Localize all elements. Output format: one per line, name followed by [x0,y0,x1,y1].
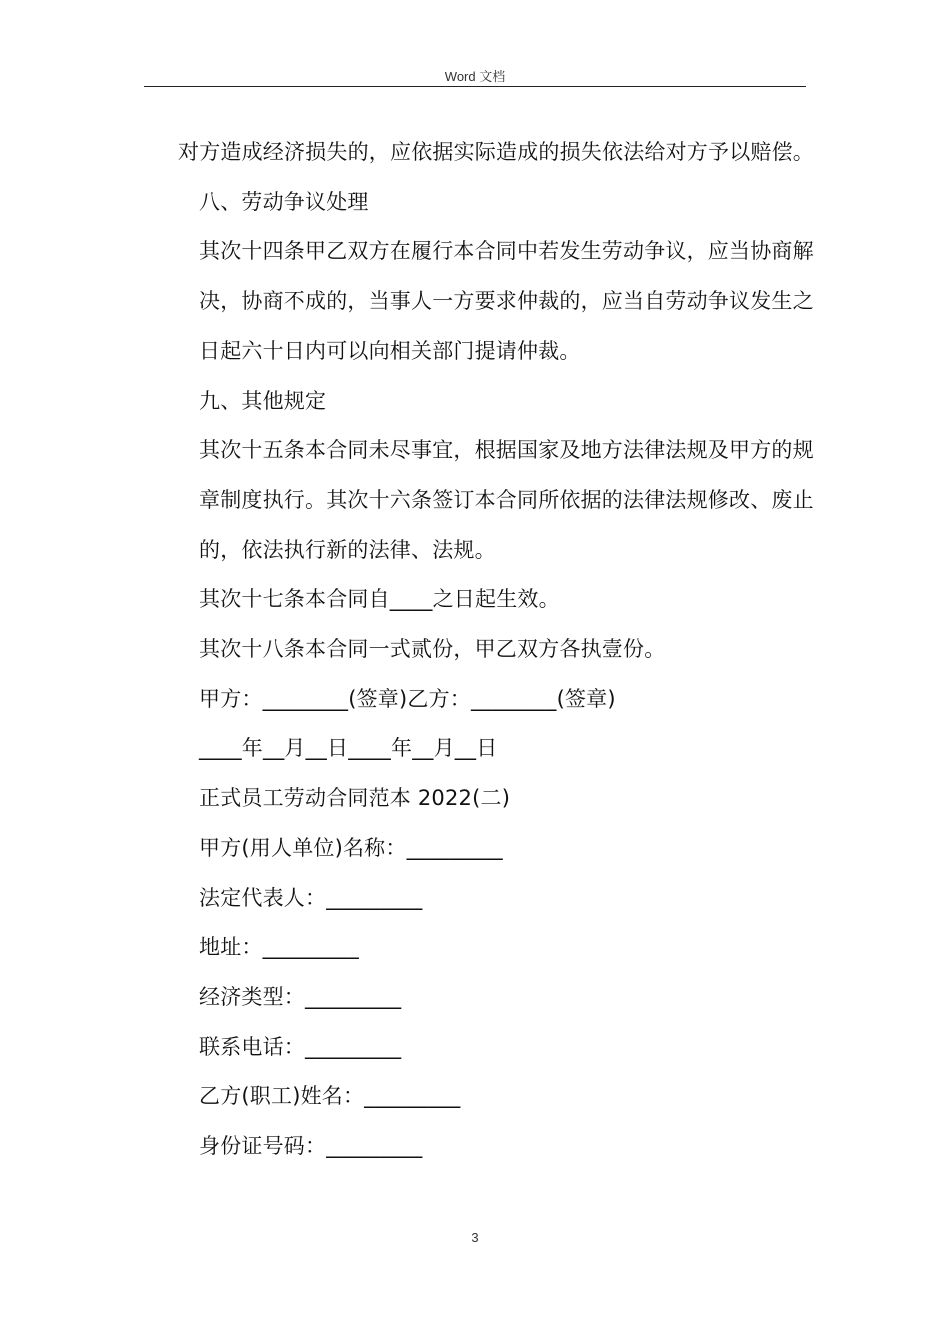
economic-type-field: 经济类型：_________ [199,984,402,1009]
address-field: 地址：_________ [199,935,359,960]
article-14-paragraph: 其次十四条甲乙双方在履行本合同中若发生劳动争议，应当协商解决，协商不成的，当事人一方要求仲裁的，应当自劳动争议发生之日起六十日内可以向相关部门提请仲裁。 [199,239,814,363]
employee-name-field: 乙方(职工)姓名：_________ [199,1084,461,1109]
id-number-field: 身份证号码：_________ [199,1134,423,1159]
legal-representative-field: 法定代表人：_________ [199,885,423,910]
article-17-paragraph: 其次十七条本合同自____之日起生效。 [199,587,560,612]
employer-name-field: 甲方(用人单位)名称：_________ [199,835,503,860]
header-label: Word 文档 [444,69,506,84]
header-rule [144,86,806,87]
page-number: 3 [471,1230,479,1245]
article-15-16-paragraph: 其次十五条本合同未尽事宜，根据国家及地方法律法规及甲方的规章制度执行。其次十六条签订本合同所依据的法律法规修改、废止的，依法执行新的法律、法规。 [199,438,814,562]
section-heading-other-provisions: 九、其他规定 [199,388,327,413]
signature-line: 甲方：________(签章)乙方：________(签章) [199,686,616,711]
section-heading-labor-dispute: 八、劳动争议处理 [199,189,369,214]
paragraph-compensation: 对方造成经济损失的，应依据实际造成的损失依法给对方予以赔偿。 [178,140,814,164]
phone-field: 联系电话：_________ [199,1034,402,1059]
article-18-paragraph: 其次十八条本合同一式贰份，甲乙双方各执壹份。 [199,637,666,662]
contract-title: 正式员工劳动合同范本 2022(二) [199,786,511,811]
date-line: ____年__月__日____年__月__日 [199,736,498,761]
document-body [178,128,818,1172]
